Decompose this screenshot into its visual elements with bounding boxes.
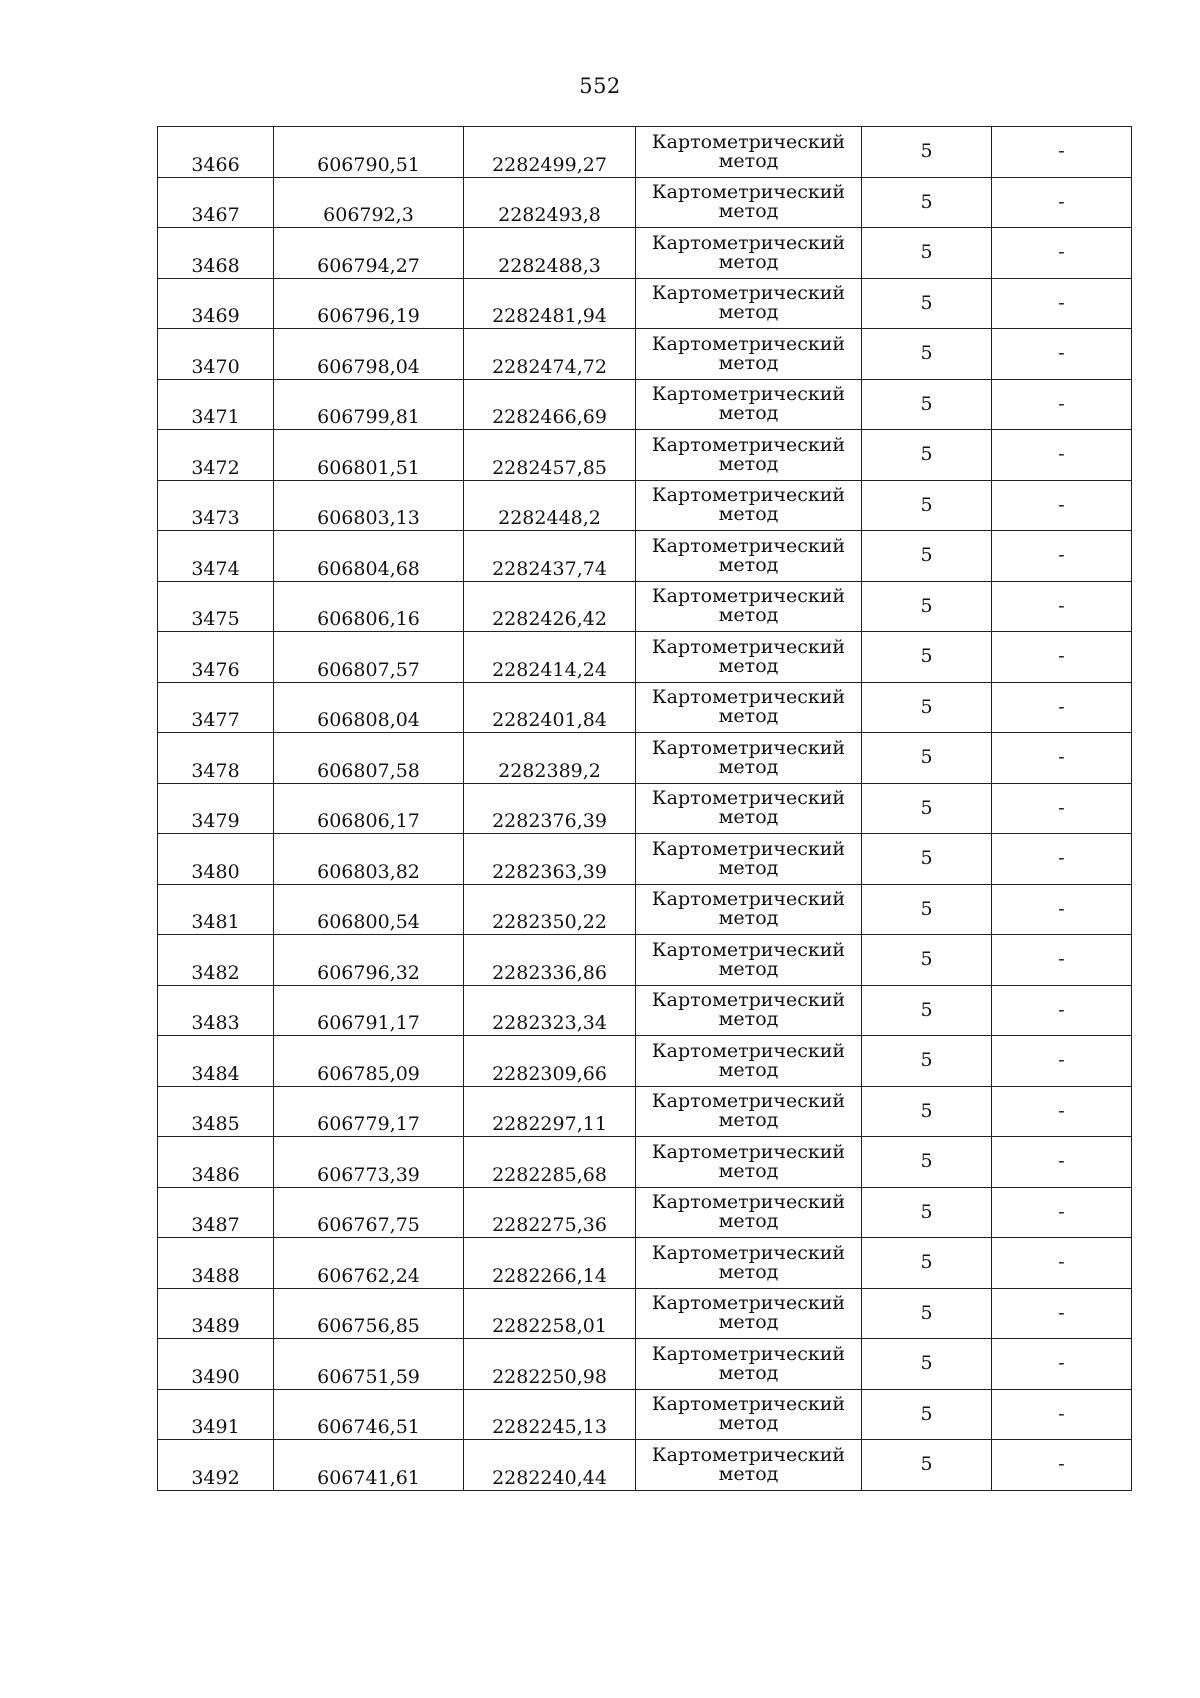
point-number-cell: 3469 bbox=[158, 278, 274, 329]
y-coordinate-cell: 2282240,44 bbox=[464, 1440, 636, 1491]
note-cell: - bbox=[992, 177, 1132, 228]
precision-cell: 5 bbox=[862, 1187, 992, 1238]
method-cell bbox=[636, 935, 862, 986]
point-number-cell: 3475 bbox=[158, 581, 274, 632]
precision-cell: 5 bbox=[862, 834, 992, 885]
table-body bbox=[158, 127, 1132, 1491]
y-coordinate-cell: 2282245,13 bbox=[464, 1389, 636, 1440]
point-number-cell: 3486 bbox=[158, 1137, 274, 1188]
y-coordinate-cell: 2282323,34 bbox=[464, 985, 636, 1036]
method-line-2: метод bbox=[718, 1159, 779, 1182]
y-coordinate-cell: 2282448,2 bbox=[464, 480, 636, 531]
point-number-cell: 3489 bbox=[158, 1288, 274, 1339]
method-line-2: метод bbox=[718, 149, 779, 172]
method-cell bbox=[636, 1137, 862, 1188]
method-line-1: Картометрический bbox=[651, 282, 846, 305]
method-line-1: Картометрический bbox=[651, 736, 846, 759]
precision-cell: 5 bbox=[862, 985, 992, 1036]
y-coordinate-cell: 2282250,98 bbox=[464, 1339, 636, 1390]
method-line-2: метод bbox=[718, 1058, 779, 1081]
method-line-1: Картометрический bbox=[651, 837, 846, 860]
precision-cell: 5 bbox=[862, 329, 992, 380]
method-line-2: метод bbox=[718, 1210, 779, 1233]
precision-cell: 5 bbox=[862, 379, 992, 430]
method-line-2: метод bbox=[718, 452, 779, 475]
method-line-1: Картометрический bbox=[651, 181, 846, 204]
method-line-1: Картометрический bbox=[651, 888, 846, 911]
precision-cell: 5 bbox=[862, 935, 992, 986]
y-coordinate-cell: 2282275,36 bbox=[464, 1187, 636, 1238]
method-cell bbox=[636, 127, 862, 178]
table-row bbox=[158, 834, 1132, 885]
point-number-cell: 3491 bbox=[158, 1389, 274, 1440]
note-cell: - bbox=[992, 733, 1132, 784]
note-cell: - bbox=[992, 581, 1132, 632]
method-line-1: Картометрический bbox=[651, 1140, 846, 1163]
table-row bbox=[158, 581, 1132, 632]
point-number-cell: 3477 bbox=[158, 682, 274, 733]
method-line-1: Картометрический bbox=[651, 635, 846, 658]
x-coordinate-cell: 606796,32 bbox=[274, 935, 464, 986]
method-line-2: метод bbox=[718, 856, 779, 879]
method-cell bbox=[636, 1187, 862, 1238]
method-line-1: Картометрический bbox=[651, 1393, 846, 1416]
x-coordinate-cell: 606796,19 bbox=[274, 278, 464, 329]
x-coordinate-cell: 606794,27 bbox=[274, 228, 464, 279]
method-line-2: метод bbox=[718, 1008, 779, 1031]
table-row bbox=[158, 127, 1132, 178]
table-row bbox=[158, 1339, 1132, 1390]
note-cell: - bbox=[992, 127, 1132, 178]
x-coordinate-cell: 606801,51 bbox=[274, 430, 464, 481]
table-row bbox=[158, 329, 1132, 380]
method-line-2: метод bbox=[718, 351, 779, 374]
table-row bbox=[158, 1238, 1132, 1289]
point-number-cell: 3474 bbox=[158, 531, 274, 582]
y-coordinate-cell: 2282336,86 bbox=[464, 935, 636, 986]
y-coordinate-cell: 2282258,01 bbox=[464, 1288, 636, 1339]
method-cell bbox=[636, 1440, 862, 1491]
method-cell bbox=[636, 177, 862, 228]
point-number-cell: 3490 bbox=[158, 1339, 274, 1390]
table-row bbox=[158, 531, 1132, 582]
method-line-1: Картометрический bbox=[651, 1039, 846, 1062]
x-coordinate-cell: 606785,09 bbox=[274, 1036, 464, 1087]
method-cell bbox=[636, 531, 862, 582]
method-cell bbox=[636, 278, 862, 329]
y-coordinate-cell: 2282285,68 bbox=[464, 1137, 636, 1188]
point-number-cell: 3473 bbox=[158, 480, 274, 531]
table-row bbox=[158, 884, 1132, 935]
method-cell bbox=[636, 1036, 862, 1087]
method-line-2: метод bbox=[718, 402, 779, 425]
method-line-2: метод bbox=[718, 301, 779, 324]
y-coordinate-cell: 2282309,66 bbox=[464, 1036, 636, 1087]
note-cell: - bbox=[992, 1339, 1132, 1390]
method-cell bbox=[636, 1389, 862, 1440]
y-coordinate-cell: 2282437,74 bbox=[464, 531, 636, 582]
method-line-2: метод bbox=[718, 503, 779, 526]
method-line-1: Картометрический bbox=[651, 130, 846, 153]
x-coordinate-cell: 606800,54 bbox=[274, 884, 464, 935]
method-cell bbox=[636, 1238, 862, 1289]
table-row bbox=[158, 1187, 1132, 1238]
y-coordinate-cell: 2282414,24 bbox=[464, 632, 636, 683]
precision-cell: 5 bbox=[862, 682, 992, 733]
precision-cell: 5 bbox=[862, 127, 992, 178]
x-coordinate-cell: 606807,57 bbox=[274, 632, 464, 683]
x-coordinate-cell: 606803,82 bbox=[274, 834, 464, 885]
note-cell: - bbox=[992, 985, 1132, 1036]
method-line-2: метод bbox=[718, 907, 779, 930]
table-row bbox=[158, 1288, 1132, 1339]
point-number-cell: 3476 bbox=[158, 632, 274, 683]
method-line-2: метод bbox=[718, 1361, 779, 1384]
point-number-cell: 3470 bbox=[158, 329, 274, 380]
x-coordinate-cell: 606767,75 bbox=[274, 1187, 464, 1238]
precision-cell: 5 bbox=[862, 531, 992, 582]
method-cell bbox=[636, 379, 862, 430]
method-cell bbox=[636, 1288, 862, 1339]
note-cell: - bbox=[992, 884, 1132, 935]
method-cell bbox=[636, 783, 862, 834]
note-cell: - bbox=[992, 834, 1132, 885]
x-coordinate-cell: 606779,17 bbox=[274, 1086, 464, 1137]
note-cell: - bbox=[992, 1086, 1132, 1137]
note-cell: - bbox=[992, 480, 1132, 531]
table-row bbox=[158, 379, 1132, 430]
method-line-2: метод bbox=[718, 604, 779, 627]
y-coordinate-cell: 2282389,2 bbox=[464, 733, 636, 784]
precision-cell: 5 bbox=[862, 1238, 992, 1289]
method-cell bbox=[636, 884, 862, 935]
y-coordinate-cell: 2282376,39 bbox=[464, 783, 636, 834]
table-row bbox=[158, 430, 1132, 481]
point-number-cell: 3482 bbox=[158, 935, 274, 986]
x-coordinate-cell: 606792,3 bbox=[274, 177, 464, 228]
table-row bbox=[158, 1036, 1132, 1087]
method-line-1: Картометрический bbox=[651, 585, 846, 608]
y-coordinate-cell: 2282426,42 bbox=[464, 581, 636, 632]
method-line-1: Картометрический bbox=[651, 1443, 846, 1466]
note-cell: - bbox=[992, 329, 1132, 380]
note-cell: - bbox=[992, 531, 1132, 582]
y-coordinate-cell: 2282474,72 bbox=[464, 329, 636, 380]
point-number-cell: 3484 bbox=[158, 1036, 274, 1087]
method-line-2: метод bbox=[718, 654, 779, 677]
precision-cell: 5 bbox=[862, 228, 992, 279]
note-cell: - bbox=[992, 632, 1132, 683]
x-coordinate-cell: 606807,58 bbox=[274, 733, 464, 784]
note-cell: - bbox=[992, 783, 1132, 834]
x-coordinate-cell: 606762,24 bbox=[274, 1238, 464, 1289]
note-cell: - bbox=[992, 1036, 1132, 1087]
x-coordinate-cell: 606803,13 bbox=[274, 480, 464, 531]
point-number-cell: 3485 bbox=[158, 1086, 274, 1137]
x-coordinate-cell: 606799,81 bbox=[274, 379, 464, 430]
precision-cell: 5 bbox=[862, 1086, 992, 1137]
x-coordinate-cell: 606756,85 bbox=[274, 1288, 464, 1339]
x-coordinate-cell: 606741,61 bbox=[274, 1440, 464, 1491]
x-coordinate-cell: 606804,68 bbox=[274, 531, 464, 582]
precision-cell: 5 bbox=[862, 632, 992, 683]
table-row bbox=[158, 1440, 1132, 1491]
table-row bbox=[158, 278, 1132, 329]
method-line-2: метод bbox=[718, 1412, 779, 1435]
y-coordinate-cell: 2282266,14 bbox=[464, 1238, 636, 1289]
y-coordinate-cell: 2282363,39 bbox=[464, 834, 636, 885]
x-coordinate-cell: 606806,17 bbox=[274, 783, 464, 834]
y-coordinate-cell: 2282350,22 bbox=[464, 884, 636, 935]
y-coordinate-cell: 2282457,85 bbox=[464, 430, 636, 481]
note-cell: - bbox=[992, 228, 1132, 279]
x-coordinate-cell: 606751,59 bbox=[274, 1339, 464, 1390]
note-cell: - bbox=[992, 379, 1132, 430]
method-cell bbox=[636, 682, 862, 733]
note-cell: - bbox=[992, 1440, 1132, 1491]
method-line-1: Картометрический bbox=[651, 938, 846, 961]
note-cell: - bbox=[992, 1187, 1132, 1238]
method-cell bbox=[636, 985, 862, 1036]
method-line-1: Картометрический bbox=[651, 1342, 846, 1365]
method-line-1: Картометрический bbox=[651, 231, 846, 254]
y-coordinate-cell: 2282481,94 bbox=[464, 278, 636, 329]
precision-cell: 5 bbox=[862, 1389, 992, 1440]
method-line-2: метод bbox=[718, 553, 779, 576]
table-row bbox=[158, 480, 1132, 531]
precision-cell: 5 bbox=[862, 884, 992, 935]
x-coordinate-cell: 606791,17 bbox=[274, 985, 464, 1036]
method-line-1: Картометрический bbox=[651, 332, 846, 355]
table-row bbox=[158, 1137, 1132, 1188]
method-line-1: Картометрический bbox=[651, 989, 846, 1012]
table-row bbox=[158, 985, 1132, 1036]
precision-cell: 5 bbox=[862, 1137, 992, 1188]
y-coordinate-cell: 2282493,8 bbox=[464, 177, 636, 228]
table-row bbox=[158, 228, 1132, 279]
table-row bbox=[158, 632, 1132, 683]
x-coordinate-cell: 606773,39 bbox=[274, 1137, 464, 1188]
precision-cell: 5 bbox=[862, 430, 992, 481]
x-coordinate-cell: 606798,04 bbox=[274, 329, 464, 380]
note-cell: - bbox=[992, 278, 1132, 329]
point-number-cell: 3479 bbox=[158, 783, 274, 834]
point-number-cell: 3471 bbox=[158, 379, 274, 430]
method-cell bbox=[636, 480, 862, 531]
method-cell bbox=[636, 1339, 862, 1390]
table-row bbox=[158, 1086, 1132, 1137]
method-cell bbox=[636, 329, 862, 380]
note-cell: - bbox=[992, 682, 1132, 733]
y-coordinate-cell: 2282401,84 bbox=[464, 682, 636, 733]
point-number-cell: 3466 bbox=[158, 127, 274, 178]
note-cell: - bbox=[992, 430, 1132, 481]
x-coordinate-cell: 606806,16 bbox=[274, 581, 464, 632]
method-line-2: метод bbox=[718, 1462, 779, 1485]
note-cell: - bbox=[992, 1238, 1132, 1289]
point-number-cell: 3478 bbox=[158, 733, 274, 784]
table-row bbox=[158, 1389, 1132, 1440]
precision-cell: 5 bbox=[862, 1339, 992, 1390]
precision-cell: 5 bbox=[862, 177, 992, 228]
method-line-1: Картометрический bbox=[651, 534, 846, 557]
point-number-cell: 3468 bbox=[158, 228, 274, 279]
precision-cell: 5 bbox=[862, 581, 992, 632]
method-cell bbox=[636, 834, 862, 885]
precision-cell: 5 bbox=[862, 733, 992, 784]
method-line-2: метод bbox=[718, 755, 779, 778]
method-line-2: метод bbox=[718, 250, 779, 273]
method-line-1: Картометрический bbox=[651, 1292, 846, 1315]
table-row bbox=[158, 783, 1132, 834]
point-number-cell: 3467 bbox=[158, 177, 274, 228]
x-coordinate-cell: 606790,51 bbox=[274, 127, 464, 178]
precision-cell: 5 bbox=[862, 480, 992, 531]
point-number-cell: 3483 bbox=[158, 985, 274, 1036]
method-cell bbox=[636, 733, 862, 784]
method-cell bbox=[636, 1086, 862, 1137]
precision-cell: 5 bbox=[862, 1036, 992, 1087]
method-line-1: Картометрический bbox=[651, 787, 846, 810]
point-number-cell: 3492 bbox=[158, 1440, 274, 1491]
coordinates-table bbox=[157, 126, 1132, 1491]
method-line-1: Картометрический bbox=[651, 433, 846, 456]
x-coordinate-cell: 606746,51 bbox=[274, 1389, 464, 1440]
precision-cell: 5 bbox=[862, 1288, 992, 1339]
x-coordinate-cell: 606808,04 bbox=[274, 682, 464, 733]
method-line-1: Картометрический bbox=[651, 686, 846, 709]
y-coordinate-cell: 2282488,3 bbox=[464, 228, 636, 279]
method-line-1: Картометрический bbox=[651, 1090, 846, 1113]
note-cell: - bbox=[992, 1288, 1132, 1339]
method-cell bbox=[636, 632, 862, 683]
point-number-cell: 3480 bbox=[158, 834, 274, 885]
table-row bbox=[158, 733, 1132, 784]
method-line-2: метод bbox=[718, 1311, 779, 1334]
note-cell: - bbox=[992, 935, 1132, 986]
method-line-2: метод bbox=[718, 1109, 779, 1132]
method-line-1: Картометрический bbox=[651, 484, 846, 507]
method-cell bbox=[636, 228, 862, 279]
precision-cell: 5 bbox=[862, 278, 992, 329]
method-line-2: метод bbox=[718, 200, 779, 223]
note-cell: - bbox=[992, 1389, 1132, 1440]
point-number-cell: 3488 bbox=[158, 1238, 274, 1289]
precision-cell: 5 bbox=[862, 1440, 992, 1491]
method-cell bbox=[636, 430, 862, 481]
table-row bbox=[158, 177, 1132, 228]
precision-cell: 5 bbox=[862, 783, 992, 834]
y-coordinate-cell: 2282466,69 bbox=[464, 379, 636, 430]
method-line-2: метод bbox=[718, 705, 779, 728]
table-row bbox=[158, 682, 1132, 733]
method-line-1: Картометрический bbox=[651, 1241, 846, 1264]
point-number-cell: 3487 bbox=[158, 1187, 274, 1238]
y-coordinate-cell: 2282297,11 bbox=[464, 1086, 636, 1137]
method-line-2: метод bbox=[718, 1260, 779, 1283]
note-cell: - bbox=[992, 1137, 1132, 1188]
method-line-1: Картометрический bbox=[651, 383, 846, 406]
point-number-cell: 3481 bbox=[158, 884, 274, 935]
y-coordinate-cell: 2282499,27 bbox=[464, 127, 636, 178]
point-number-cell: 3472 bbox=[158, 430, 274, 481]
page-number: 552 bbox=[579, 74, 621, 98]
table-row bbox=[158, 935, 1132, 986]
method-line-1: Картометрический bbox=[651, 1191, 846, 1214]
method-line-2: метод bbox=[718, 957, 779, 980]
method-line-2: метод bbox=[718, 806, 779, 829]
method-cell bbox=[636, 581, 862, 632]
